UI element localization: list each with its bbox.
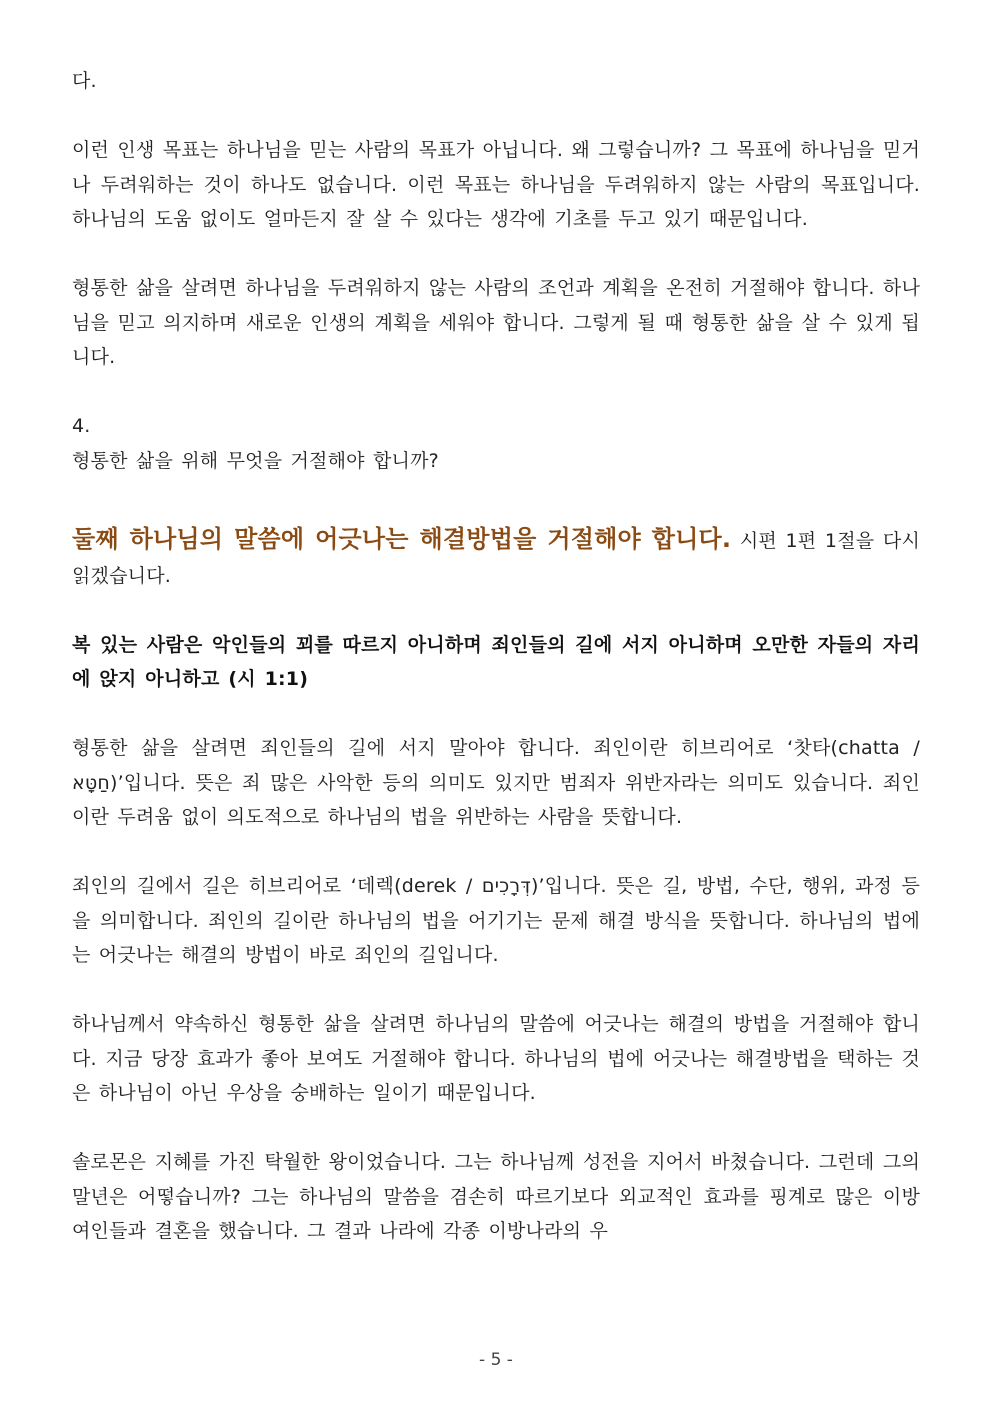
heading-tail: 시편 1편 1절을 다시 읽겠습니다. [72, 530, 920, 587]
document-page [72, 64, 920, 1249]
heading-paragraph [72, 522, 920, 593]
section-question: 형통한 삶을 위해 무엇을 거절해야 합니까? [72, 449, 439, 472]
paragraph-continuation: 다. [72, 70, 97, 92]
section-heading: 둘째 하나님의 말씀에 어긋나는 해결방법을 거절해야 합니다. [72, 525, 732, 553]
paragraph-sinner-meaning: 형통한 삶을 살려면 죄인들의 길에 서지 말아야 합니다. 죄인이란 히브리어로 ‘찻타(chatta / חַטָּא)’입니다. 뜻은 죄 많은 사악한 등의 의미도 있지만 범죄자 위반자라는 의미도 있습니다. 죄인이란 두려움 없이 의도적으로 하나님의 법을 위반하는 사람을 뜻합니다. [72, 737, 920, 828]
paragraph-reject-counsel: 형통한 삶을 살려면 하나님을 두려워하지 않는 사람의 조언과 계획을 온전히 거절해야 합니다. 하나님을 믿고 의지하며 새로운 인생의 계획을 세워야 합니다. 그렇게 될 때 형통한 삶을 살 수 있게 됩니다. [72, 277, 920, 368]
paragraph-life-goals: 이런 인생 목표는 하나님을 믿는 사람의 목표가 아닙니다. 왜 그렇습니까? 그 목표에 하나님을 믿거나 두려워하는 것이 하나도 없습니다. 이런 목표는 하나님을 두려워하지 않는 사람의 목표입니다. 하나님의 도움 없이도 얼마든지 잘 살 수 있다는 생각에 기초를 두고 있기 때문입니다. [72, 139, 920, 230]
paragraph-solomon: 솔로몬은 지혜를 가진 탁월한 왕이었습니다. 그는 하나님께 성전을 지어서 바쳤습니다. 그런데 그의 말년은 어떻습니까? 그는 하나님의 말씀을 겸손히 따르기보다 외교적인 효과를 핑계로 많은 이방 여인들과 결혼을 했습니다. 그 결과 나라에 각종 이방나라의 우 [72, 1151, 920, 1242]
bible-verse: 복 있는 사람은 악인들의 꾀를 따르지 아니하며 죄인들의 길에 서지 아니하며 오만한 자들의 자리에 앉지 아니하고 (시 1:1) [72, 633, 920, 690]
paragraph-reject-solution: 하나님께서 약속하신 형통한 삶을 살려면 하나님의 말씀에 어긋나는 해결의 방법을 거절해야 합니다. 지금 당장 효과가 좋아 보여도 거절해야 합니다. 하나님의 법에 어긋나는 해결방법을 택하는 것은 하나님이 아닌 우상을 숭배하는 일이기 때문입니다. [72, 1013, 920, 1104]
section-number: 4. [72, 415, 91, 437]
paragraph-way-meaning: 죄인의 길에서 길은 히브리어로 ‘데렉(derek / דְּרָכִים)’입니다. 뜻은 길, 방법, 수단, 행위, 과정 등을 의미합니다. 죄인의 길이란 하나님의 법을 어기기는 문제 해결 방식을 뜻합니다. 하나님의 법에는 어긋나는 해결의 방법이 바로 죄인의 길입니다. [72, 875, 920, 966]
page-number: - 5 - [479, 1350, 513, 1370]
